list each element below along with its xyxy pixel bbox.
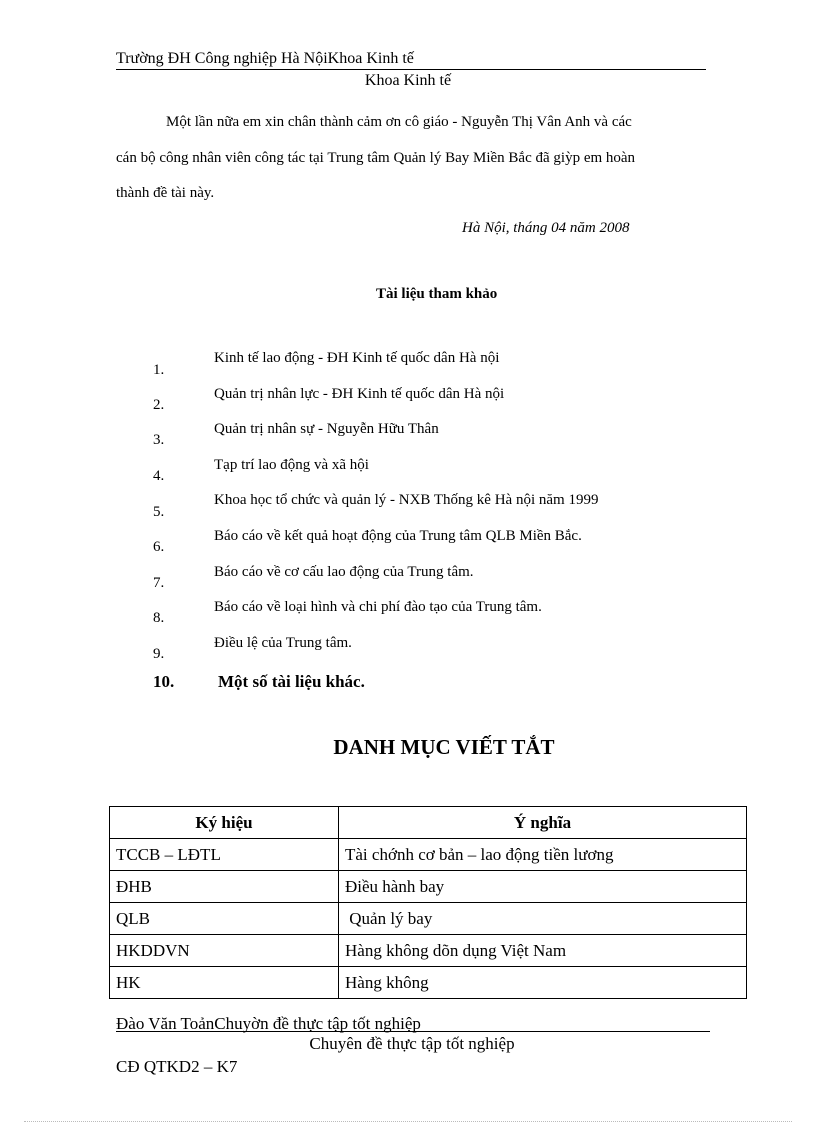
ref-num: 6. — [153, 539, 165, 555]
footer-center: Chuyên đề thực tập tốt nghiệp — [309, 1034, 515, 1053]
abbreviations-title: DANH MỤC VIẾT TẮT — [333, 735, 555, 759]
ref-num: 10. — [153, 672, 175, 691]
ref-text: Báo cáo về kết quả hoạt động của Trung tâm QLB Miền Bắc. — [214, 528, 582, 544]
ref-text: Một số tài liệu khác. — [218, 672, 365, 691]
table-header-row — [110, 807, 747, 839]
abbr-meaning: Hàng không — [339, 967, 747, 999]
ref-text: Báo cáo về loại hình và chi phí đào tạo của Trung tâm. — [214, 599, 542, 615]
ref-num: 8. — [153, 610, 165, 626]
header-rule — [116, 69, 706, 70]
ref-text: Kinh tế lao động - ĐH Kinh tế quốc dân Hà nội — [214, 350, 500, 366]
references-title: Tài liệu tham khảo — [376, 286, 498, 302]
ref-text: Báo cáo về cơ cấu lao động của Trung tâm. — [214, 564, 474, 580]
header-center: Khoa Kinh tế — [364, 72, 452, 89]
abbr-meaning: Tài chớnh cơ bản – lao động tiền lương — [339, 839, 747, 871]
ref-text: Khoa học tổ chức và quản lý - NXB Thống kê Hà nội năm 1999 — [214, 492, 599, 508]
table-row — [110, 903, 747, 935]
abbr-symbol: TCCB – LĐTL — [110, 839, 339, 871]
ref-num: 1. — [153, 362, 165, 378]
ack-line-1: Một lần nữa em xin chân thành cảm ơn cô giáo - Nguyễn Thị Vân Anh và các — [166, 114, 632, 130]
abbr-meaning: Quản lý bay — [339, 903, 747, 935]
header-top-left: Trường ĐH Công nghiệp Hà NộiKhoa Kinh tế — [116, 50, 414, 67]
table-row — [110, 839, 747, 871]
ack-date: Hà Nội, tháng 04 năm 2008 — [462, 220, 630, 236]
ref-num: 7. — [153, 575, 165, 591]
page-bottom-divider — [24, 1121, 792, 1122]
ref-num: 2. — [153, 397, 165, 413]
ack-line-2: cán bộ công nhân viên công tác tại Trung tâm Quản lý Bay Miền Bắc đã giỳp em hoàn — [116, 150, 636, 166]
ref-num: 4. — [153, 468, 165, 484]
table-row — [110, 871, 747, 903]
footer-class: CĐ QTKD2 – K7 — [116, 1057, 238, 1076]
table-row — [110, 967, 747, 999]
abbr-meaning: Hàng không dõn dụng Việt Nam — [339, 935, 747, 967]
abbr-meaning: Điều hành bay — [339, 871, 747, 903]
abbr-symbol: HK — [110, 967, 339, 999]
ref-num: 9. — [153, 646, 165, 662]
table-row — [110, 935, 747, 967]
column-header-meaning: Ý nghĩa — [339, 807, 747, 839]
footer-left: Đào Văn ToảnChuyờn đề thực tập tốt nghiệp — [116, 1014, 421, 1033]
ack-line-3: thành đề tài này. — [116, 185, 215, 201]
ref-text: Tạp trí lao động và xã hội — [214, 457, 369, 473]
abbr-symbol: QLB — [110, 903, 339, 935]
ref-text: Điều lệ của Trung tâm. — [214, 635, 352, 651]
ref-text: Quản trị nhân sự - Nguyễn Hữu Thân — [214, 421, 439, 437]
column-header-symbol: Ký hiệu — [110, 807, 339, 839]
abbr-symbol: HKDDVN — [110, 935, 339, 967]
ref-num: 5. — [153, 504, 165, 520]
ref-text: Quản trị nhân lực - ĐH Kinh tế quốc dân Hà nội — [214, 386, 505, 402]
abbreviations-table — [109, 806, 747, 999]
abbr-symbol: ĐHB — [110, 871, 339, 903]
footer-rule — [116, 1031, 710, 1032]
ref-num: 3. — [153, 432, 165, 448]
